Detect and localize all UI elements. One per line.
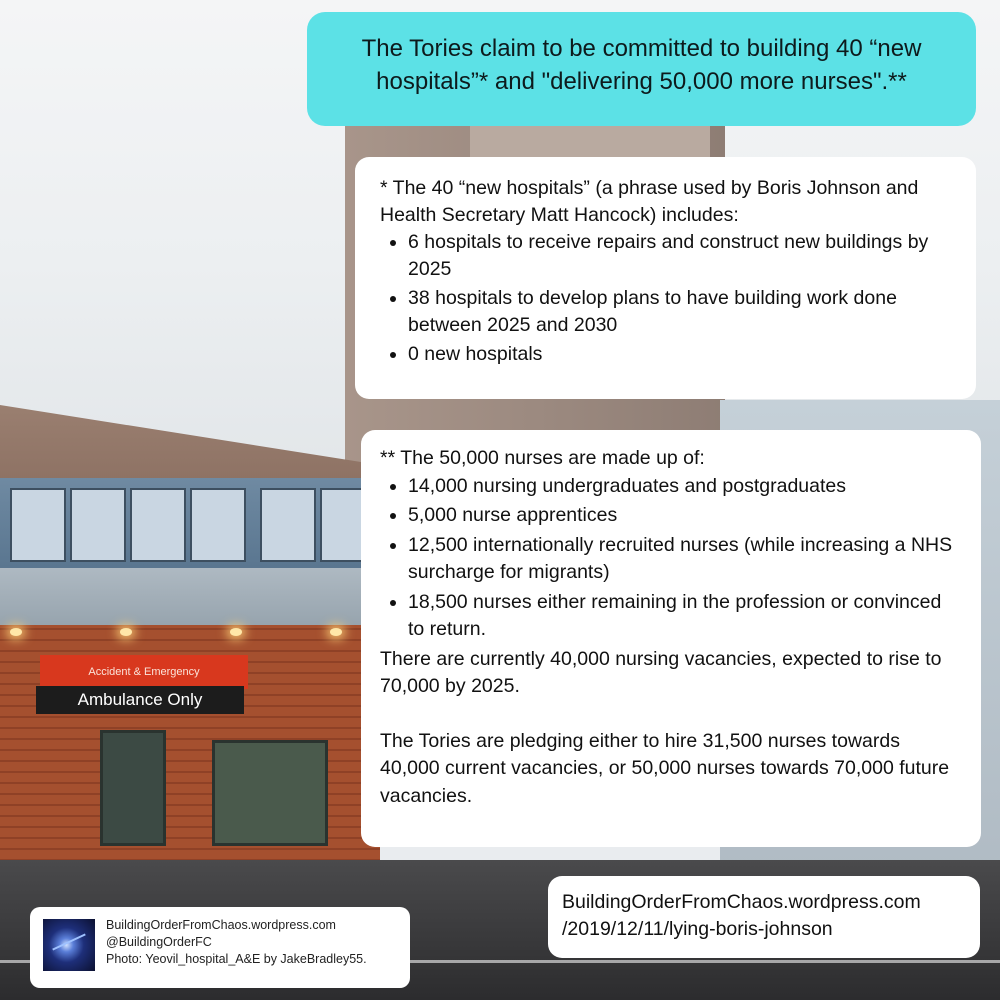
list-item: • 18,500 nurses either remaining in the profession or convinced to return. (408, 589, 961, 644)
list-item: • 14,000 nursing undergraduates and postgraduates (408, 473, 961, 501)
canopy-light (10, 628, 22, 636)
site-logo-thumbnail (43, 919, 95, 971)
entrance-door (100, 730, 166, 846)
nurses-footnote-box (361, 430, 981, 847)
conclusion-text: The Tories are pledging either to hire 31,500 nurses towards 40,000 current vacancies, or 50,000 nurses towards 70,000 future vacancies. (380, 729, 950, 807)
credit-site: BuildingOrderFromChaos.wordpress.com (106, 918, 336, 932)
canopy-light (330, 628, 342, 636)
headline-text: The Tories claim to be committed to building 40 “new hospitals”* and "delivering 50,000 more nurses".** (361, 35, 922, 95)
window (10, 488, 66, 562)
canopy-light (120, 628, 132, 636)
paragraph-gap (380, 701, 961, 728)
hospitals-list (380, 229, 956, 368)
list-item: • 0 new hospitals (408, 341, 956, 368)
list-item: • 5,000 nurse apprentices (408, 502, 961, 530)
headline-box (307, 12, 976, 126)
article-link-line2: /2019/12/11/lying-boris-johnson (562, 918, 833, 940)
nurses-list (380, 473, 961, 644)
list-item: • 38 hospitals to develop plans to have building work done between 2025 and 2030 (408, 285, 956, 339)
window (190, 488, 246, 562)
hospitals-footnote-box (355, 157, 976, 399)
entrance-window (212, 740, 328, 846)
credit-box (30, 907, 410, 988)
credit-text (106, 917, 367, 968)
article-link-line1: BuildingOrderFromChaos.wordpress.com (562, 891, 921, 913)
hospital-cladding (0, 568, 390, 628)
credit-handle: @BuildingOrderFC (106, 935, 212, 949)
window (70, 488, 126, 562)
list-item: • 6 hospitals to receive repairs and construct new buildings by 2025 (408, 229, 956, 283)
hospitals-intro: * The 40 “new hospitals” (a phrase used by Boris Johnson and Health Secretary Matt Hancock) includes: (380, 177, 919, 226)
article-link-box (548, 876, 980, 958)
vacancies-text: There are currently 40,000 nursing vacancies, expected to rise to 70,000 by 2025. (380, 647, 942, 697)
ambulance-only-sign: Ambulance Only (36, 686, 244, 714)
canopy-light (230, 628, 242, 636)
accident-emergency-sign: Accident & Emergency (40, 655, 248, 689)
credit-photo: Photo: Yeovil_hospital_A&E by JakeBradley55. (106, 952, 367, 966)
nurses-intro: ** The 50,000 nurses are made up of: (380, 447, 705, 469)
window (260, 488, 316, 562)
window (130, 488, 186, 562)
list-item: • 12,500 internationally recruited nurses (while increasing a NHS surcharge for migrants) (408, 532, 961, 587)
